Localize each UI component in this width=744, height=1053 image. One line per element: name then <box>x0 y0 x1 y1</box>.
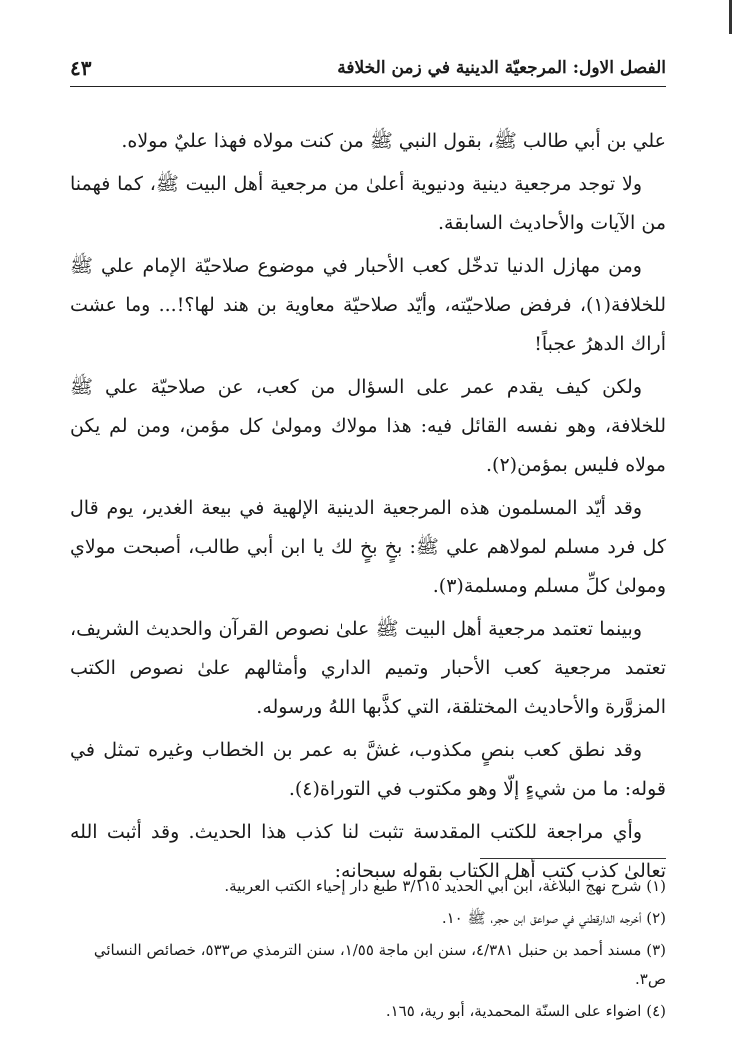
paragraph-3: ومن مهازل الدنيا تدخّل كعب الأحبار في موضوع صلاحيّة الإمام علي ﷺ للخلافة(١)، فرفض صلاحيّته، وأيّد صلاحيّة معاوية بن هند لها؟!... وما عشت أراك الدهرُ عجباً! <box>70 255 666 355</box>
paragraph-1: علي بن أبي طالب ﷺ، بقول النبي ﷺ من كنت مولاه فهذا عليٌ مولاه. <box>121 130 666 152</box>
footnotes <box>84 872 666 1029</box>
main-text <box>70 122 666 895</box>
footnote-4: (٤) اضواء على السنّة المحمدية، أبو رية، ١٦٥. <box>385 1002 666 1020</box>
paragraph-8: وأي مراجعة للكتب المقدسة تثبت لنا كذب هذا الحديث. وقد أثبت الله تعالىٰ كذب كتب أهل الكتاب بقوله سبحانه: <box>70 821 666 882</box>
running-header <box>70 56 666 87</box>
paragraph-5: وقد أيّد المسلمون هذه المرجعية الدينية الإلهية في بيعة الغدير، يوم قال كل فرد مسلم لمولاهم علي ﷺ: بخٍ بخٍ لك يا ابن أبي طالب، أصبحت مولاي ومولىٰ كلِّ مسلم ومسلمة(٣). <box>70 497 666 597</box>
footnote-3: (٣) مسند أحمد بن حنبل ٤/٣٨١، سنن ابن ماجة ١/٥٥، سنن الترمذي ص٥٣٣، خصائص النسائي ص٣. <box>93 941 666 988</box>
page-number: ٤٣ <box>70 56 92 80</box>
footnote-divider <box>480 858 666 859</box>
paragraph-2: ولا توجد مرجعية دينية ودنيوية أعلىٰ من مرجعية أهل البيت ﷺ، كما فهمنا من الآيات والأحاديث السابقة. <box>70 173 666 234</box>
paragraph-4: ولكن كيف يقدم عمر على السؤال من كعب، عن صلاحيّة علي ﷺ للخلافة، وهو نفسه القائل فيه: هذا مولاك ومولىٰ كل مؤمن، ومن لم يكن مولاه فليس بمؤمن(٢). <box>70 376 666 476</box>
scan-edge-mark <box>729 0 732 34</box>
paragraph-7: وقد نطق كعب بنصٍ مكذوب، غشَّ به عمر بن الخطاب وغيره تمثل في قوله: ما من شيءٍ إلّا وهو مكتوب في التوراة(٤). <box>70 739 666 800</box>
footnote-2: (٢) أخرجه الدارقطني في صواعق ابن حجر، ﷺ ١٠. <box>441 909 666 927</box>
paragraph-6: وبينما تعتمد مرجعية أهل البيت ﷺ علىٰ نصوص القرآن والحديث الشريف، تعتمد مرجعية كعب الأحبار وتميم الداري وأمثالهم علىٰ نصوص الكتب المزوَّرة والأحاديث المختلقة، التي كذَّبها اللهُ ورسوله. <box>70 618 666 718</box>
chapter-title: الفصل الاول: المرجعيّة الدينية في زمن الخلافة <box>337 58 666 78</box>
footnote-1: (١) شرح نهج البلاغة، ابن أبي الحديد ٣/١١٥ طبع دار إحياء الكتب العربية. <box>224 877 666 895</box>
